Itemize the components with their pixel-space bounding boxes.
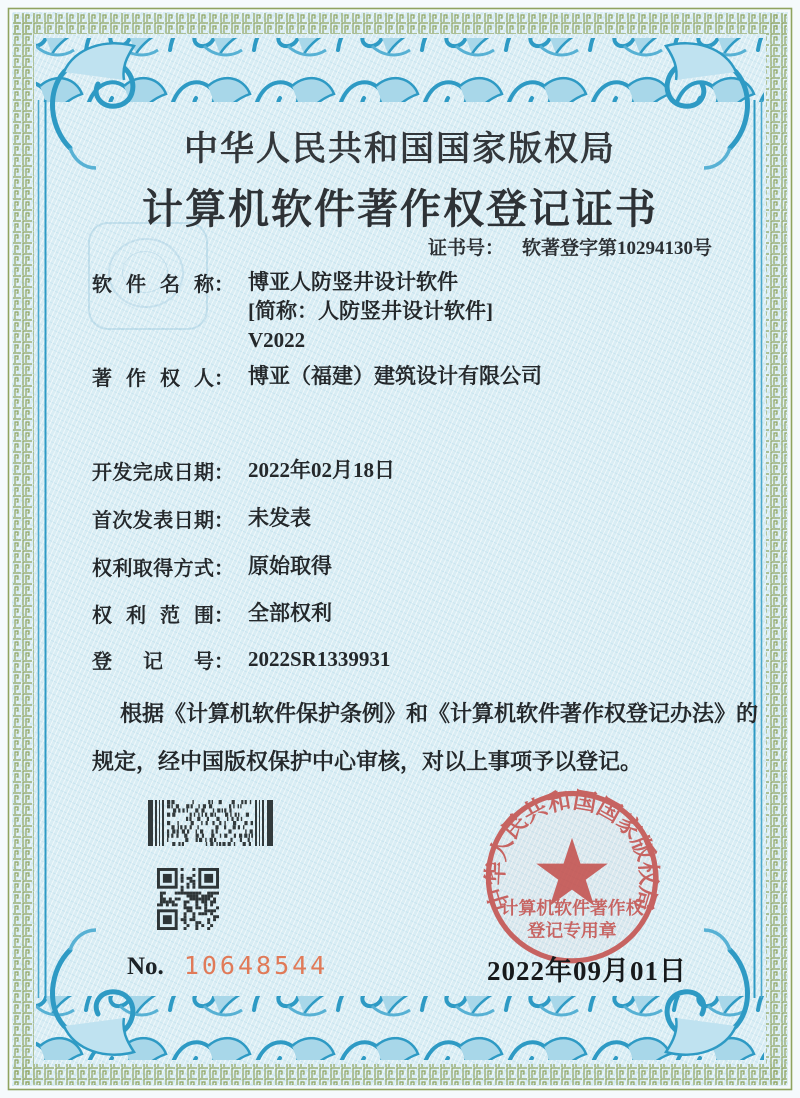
field-label: 权利取得方式	[92, 558, 214, 580]
field-value: 博亚（福建）建筑设计有限公司	[248, 364, 542, 388]
field-label: 首次发表日期	[92, 510, 214, 532]
issue-date: 2022年09月01日	[487, 956, 687, 986]
seal-text-line1: 计算机软件著作权	[500, 897, 644, 918]
field-label: 软件名称	[92, 274, 214, 296]
field-colon: ：	[214, 605, 234, 627]
field-colon: ：	[214, 651, 234, 673]
field-label: 著作权人	[92, 368, 214, 390]
seal-ring-text: 中华人民共和国国家版权局	[481, 786, 663, 914]
certificate-number	[428, 233, 712, 260]
software-version: V2022	[248, 328, 306, 352]
field-colon: ：	[214, 274, 234, 296]
barcode	[148, 800, 273, 846]
field-label: 开发完成日期	[92, 462, 214, 484]
field-value	[248, 268, 493, 355]
field-value: 2022SR1339931	[248, 647, 391, 671]
field-row-rights-scope	[92, 599, 332, 628]
field-colon: ：	[214, 368, 234, 390]
field-row-first-publication	[92, 504, 311, 533]
certificate-number-label: 证书号：	[427, 238, 504, 259]
field-colon: ：	[214, 510, 234, 532]
field-value: 未发表	[248, 506, 311, 530]
serial-number: 10648544	[183, 951, 329, 980]
certificate-title: 计算机软件著作权登记证书	[142, 186, 658, 232]
serial-number-line	[127, 951, 328, 981]
statement-line-2: 规定，经中国版权保护中心审核，对以上事项予以登记。	[92, 749, 643, 774]
field-value: 2022年02月18日	[248, 458, 395, 482]
field-row-completion-date	[92, 456, 395, 485]
field-row-software-name	[92, 268, 493, 355]
certificate-number-value: 软著登字第10294130号	[521, 238, 712, 259]
qr-code	[157, 868, 219, 930]
software-name: 博亚人防竖井设计软件	[248, 270, 458, 294]
field-value: 原始取得	[248, 554, 332, 578]
field-label: 权利范围	[92, 605, 214, 627]
official-red-seal	[478, 786, 666, 974]
field-label: 登记号	[92, 651, 214, 673]
field-row-registration-number	[92, 645, 390, 674]
field-row-copyright-owner	[92, 362, 542, 391]
software-short-name: [简称：人防竖井设计软件]	[248, 299, 493, 323]
field-row-acquisition-method	[92, 552, 332, 581]
field-colon: ：	[214, 558, 234, 580]
seal-text-line2: 登记专用章	[527, 920, 617, 941]
authority-title: 中华人民共和国国家版权局	[184, 131, 616, 168]
field-value: 全部权利	[248, 601, 332, 625]
statement-line-1: 根据《计算机软件保护条例》和《计算机软件著作权登记办法》的	[120, 701, 759, 726]
field-colon: ：	[214, 462, 234, 484]
serial-label: No.	[127, 953, 164, 980]
